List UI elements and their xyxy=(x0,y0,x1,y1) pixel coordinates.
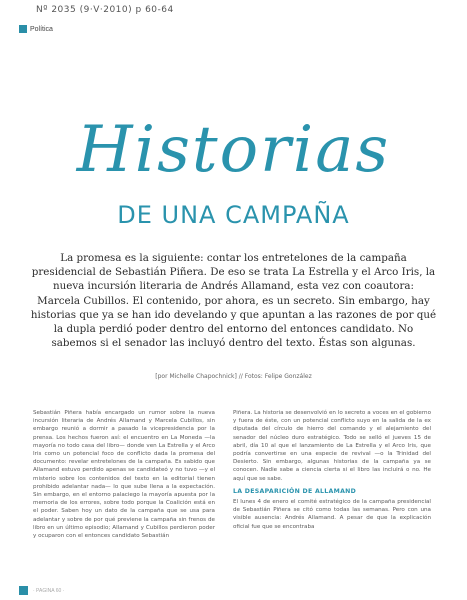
body-paragraph: El lunes 4 de enero el comité estratégico de la campaña presidencial de Sebastián Piñera se citó como todas las semanas. Pero con una visible ausencia: Andrés Allamand. A pesar de que la explicación oficial fue que se encontraba xyxy=(233,499,431,530)
section-header xyxy=(19,25,53,33)
handwritten-note: Nº 2035 (9·V·2010) p 60-64 xyxy=(36,5,174,15)
section-label: Política xyxy=(30,25,53,33)
body-column-right xyxy=(233,409,431,531)
section-subheading: LA DESAPARICIÓN DE ALLAMAND xyxy=(233,487,357,495)
page-number-icon xyxy=(19,586,28,595)
lead-paragraph: La promesa es la siguiente: contar los entretelones de la campaña presidencial de Sebastián Piñera. De eso se trata La Estrella y el Arco Iris, la nueva incursión literaria de Andrés Allamand, esta vez con coautora: Marcela Cubillos. El contenido, por ahora, es un secreto. Sin embargo, hay historias que ya se han ido develando y que apuntan a las razones de por qué la dupla perdió poder dentro del entorno del entonces candidato. No sabemos si el senador las incluyó dentro del texto. Éstas son algunas. xyxy=(30,252,437,350)
article-subtitle: DE UNA CAMPAÑA xyxy=(117,201,350,229)
article-title: Historias xyxy=(76,113,391,187)
body-column-left xyxy=(33,409,215,540)
section-marker-icon xyxy=(19,25,27,33)
body-paragraph: Piñera. La historia se desenvolvió en lo secreto a voces en el gobierno y fuera de éste, con un potencial conflicto suyo en la salida de la ex diputada del círculo de hierro del comando y el alejamiento del senador del núcleo duro estratégico. Todo se selló el jueves 15 de abril, día 10 al que el lanzamiento de La Estrella y el Arco Iris, que podría convertirse en una especie de revival —o la Trinidad del Desierto. Sin embargo, algunas historias de la campaña ya se conocen. Nadie sabe a ciencia cierta si el libro las incluirá o no. He aquí que se sabe. xyxy=(233,410,431,482)
body-paragraph: Sebastián Piñera había encargado un rumor sobre la nueva incursión literaria de Andrés Allamand y Marcela Cubillos, sin embargo reunió a dormir a pasado la vicepresidencia por la prensa. Los hechos fueron así: el encuentro en La Moneda —la mayoría no todo casa del libro— donde ven La Estrella y el Arco Iris como un potencial foco de conflicto dada la promesa del documento: revelar entretelones de la campaña. Es sabido que Allamand estuvo perdido apenas se candidateó y no tuvo —y el misterio sobre los contenidos del texto en la editorial tienen prohibido adelantar nada— lo que sube llena a la expectación. Sin embargo, en el entorno palaciego la mayoría apuesta por la memoria de los errores, sobre todo porque la Coalición está en el poder. Saben hoy un dato de la campaña que se usa para adelantar y sobre de por qué previene la campaña sin frenos de libro en un último episodio; Allamand y Cubillos perdieron poder y ocuparon con el entonces candidato Sebastián xyxy=(33,410,215,540)
footer-text: · PAGINA 60 · xyxy=(33,587,65,594)
byline-credits: [por Michelle Chapochnick] // Fotos: Felipe González xyxy=(155,373,312,380)
page-footer xyxy=(19,586,64,595)
